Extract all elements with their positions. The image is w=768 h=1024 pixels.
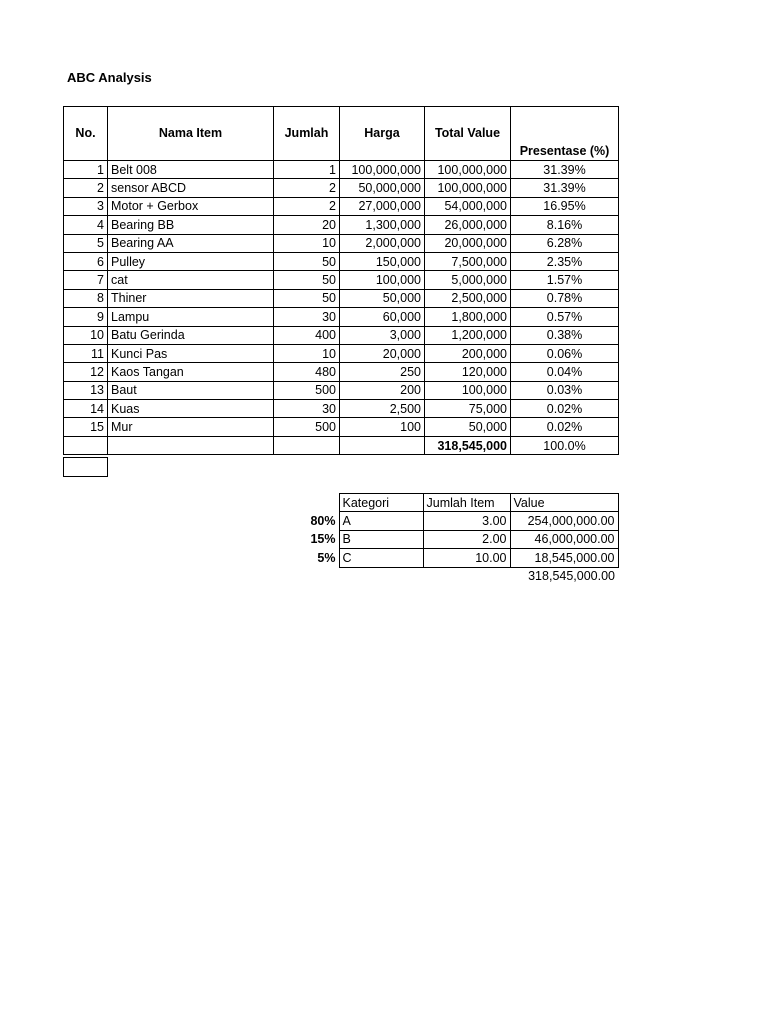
cell-nama-item[interactable]: Mur [108, 418, 274, 436]
cell-jumlah[interactable]: 50 [274, 289, 340, 307]
totals-cell-empty[interactable] [274, 436, 340, 454]
cell-no[interactable]: 3 [64, 197, 108, 215]
table-header-row [64, 107, 619, 161]
cell-harga[interactable]: 100,000 [340, 271, 425, 289]
header-no: No. [64, 107, 108, 161]
cell-harga[interactable]: 27,000,000 [340, 197, 425, 215]
cell-no[interactable]: 11 [64, 344, 108, 362]
table-row [64, 400, 619, 418]
cell-nama-item[interactable]: Bearing AA [108, 234, 274, 252]
cell-presentase[interactable]: 0.02% [511, 400, 619, 418]
cell-total-value[interactable]: 54,000,000 [425, 197, 511, 215]
cell-nama-item[interactable]: Belt 008 [108, 161, 274, 179]
cell-nama-item[interactable]: Motor + Gerbox [108, 197, 274, 215]
header-presentase: Presentase (%) [511, 107, 619, 161]
grand-total-pct[interactable]: 100.0% [511, 436, 619, 454]
cell-nama-item[interactable]: Lampu [108, 308, 274, 326]
cell-nama-item[interactable]: sensor ABCD [108, 179, 274, 197]
cell-presentase[interactable]: 0.06% [511, 344, 619, 362]
cell-presentase[interactable]: 0.38% [511, 326, 619, 344]
cell-no[interactable]: 7 [64, 271, 108, 289]
category-cell-value[interactable]: 46,000,000.00 [510, 530, 618, 548]
table-row [64, 381, 619, 399]
cell-nama-item[interactable]: Kaos Tangan [108, 363, 274, 381]
category-row [302, 530, 618, 548]
cell-total-value[interactable]: 1,200,000 [425, 326, 511, 344]
header-harga: Harga [340, 107, 425, 161]
table-row [64, 326, 619, 344]
category-threshold-pct[interactable]: 5% [317, 550, 336, 565]
cell-jumlah[interactable]: 50 [274, 252, 340, 270]
totals-cell-empty[interactable] [64, 436, 108, 454]
cell-presentase[interactable]: 0.02% [511, 418, 619, 436]
cell-no[interactable]: 4 [64, 216, 108, 234]
category-header-jumlah-item[interactable]: Jumlah Item [423, 494, 510, 512]
cell-nama-item[interactable]: cat [108, 271, 274, 289]
cell-harga[interactable]: 20,000 [340, 344, 425, 362]
cell-total-value[interactable]: 200,000 [425, 344, 511, 362]
category-cell-value[interactable]: 254,000,000.00 [510, 512, 618, 530]
cell-no[interactable]: 10 [64, 326, 108, 344]
header-nama-item: Nama Item [108, 107, 274, 161]
category-total-value[interactable]: 318,545,000.00 [528, 569, 615, 584]
sheet-title: ABC Analysis [67, 70, 152, 85]
cell-presentase[interactable]: 0.03% [511, 381, 619, 399]
cell-jumlah[interactable]: 1 [274, 161, 340, 179]
cell-total-value[interactable]: 50,000 [425, 418, 511, 436]
cell-jumlah[interactable]: 500 [274, 381, 340, 399]
cell-jumlah[interactable]: 500 [274, 418, 340, 436]
category-cell-kategori[interactable]: A [339, 512, 423, 530]
cell-total-value[interactable]: 120,000 [425, 363, 511, 381]
cell-harga[interactable]: 100 [340, 418, 425, 436]
cell-jumlah[interactable]: 400 [274, 326, 340, 344]
table-row [64, 179, 619, 197]
cell-no[interactable]: 1 [64, 161, 108, 179]
cell-nama-item[interactable]: Pulley [108, 252, 274, 270]
cell-harga[interactable]: 200 [340, 381, 425, 399]
cell-total-value[interactable]: 75,000 [425, 400, 511, 418]
empty-cell[interactable] [63, 457, 108, 477]
cell-presentase[interactable]: 16.95% [511, 197, 619, 215]
cell-no[interactable]: 2 [64, 179, 108, 197]
cell-no[interactable]: 12 [64, 363, 108, 381]
category-cell-jumlah-item[interactable]: 2.00 [423, 530, 510, 548]
grand-total-value[interactable]: 318,545,000 [425, 436, 511, 454]
category-body [302, 512, 618, 567]
cell-jumlah[interactable]: 30 [274, 400, 340, 418]
cell-nama-item[interactable]: Kunci Pas [108, 344, 274, 362]
cell-total-value[interactable]: 100,000,000 [425, 179, 511, 197]
cell-harga[interactable]: 150,000 [340, 252, 425, 270]
abc-analysis-table [63, 106, 619, 455]
header-jumlah: Jumlah [274, 107, 340, 161]
cell-total-value[interactable]: 100,000,000 [425, 161, 511, 179]
table-row [64, 308, 619, 326]
cell-harga[interactable]: 60,000 [340, 308, 425, 326]
cell-jumlah[interactable]: 10 [274, 344, 340, 362]
cell-presentase[interactable]: 1.57% [511, 271, 619, 289]
cell-jumlah[interactable]: 50 [274, 271, 340, 289]
totals-cell-empty[interactable] [108, 436, 274, 454]
table-row [64, 234, 619, 252]
cell-no[interactable]: 6 [64, 252, 108, 270]
category-cell-kategori[interactable]: C [339, 549, 423, 567]
cell-no[interactable]: 8 [64, 289, 108, 307]
cell-nama-item[interactable]: Kuas [108, 400, 274, 418]
cell-presentase[interactable]: 0.57% [511, 308, 619, 326]
cell-no[interactable]: 15 [64, 418, 108, 436]
category-header-row [302, 494, 618, 512]
cell-total-value[interactable]: 20,000,000 [425, 234, 511, 252]
cell-no[interactable]: 14 [64, 400, 108, 418]
cell-nama-item[interactable]: Bearing BB [108, 216, 274, 234]
totals-cell-empty[interactable] [340, 436, 425, 454]
category-total-row [302, 567, 618, 585]
cell-presentase[interactable]: 0.78% [511, 289, 619, 307]
category-row [302, 549, 618, 567]
category-cell-kategori[interactable]: B [339, 530, 423, 548]
cell-presentase[interactable]: 0.04% [511, 363, 619, 381]
cell-harga[interactable]: 2,000,000 [340, 234, 425, 252]
cell-nama-item[interactable]: Thiner [108, 289, 274, 307]
table-row [64, 344, 619, 362]
cell-jumlah[interactable]: 2 [274, 179, 340, 197]
category-pct-header-empty[interactable] [302, 494, 339, 512]
cell-nama-item[interactable]: Baut [108, 381, 274, 399]
totals-row [64, 436, 619, 454]
cell-presentase[interactable]: 6.28% [511, 234, 619, 252]
cell-total-value[interactable]: 7,500,000 [425, 252, 511, 270]
cell-harga[interactable]: 100,000,000 [340, 161, 425, 179]
table-row [64, 216, 619, 234]
cell-harga[interactable]: 50,000 [340, 289, 425, 307]
cell-jumlah[interactable]: 20 [274, 216, 340, 234]
category-cell-value[interactable]: 18,545,000.00 [510, 549, 618, 567]
cell-jumlah[interactable]: 480 [274, 363, 340, 381]
category-threshold-pct[interactable]: 80% [310, 514, 336, 529]
category-threshold-pct[interactable]: 15% [310, 532, 336, 547]
table-row [64, 197, 619, 215]
table-row [64, 161, 619, 179]
cell-jumlah[interactable]: 30 [274, 308, 340, 326]
cell-harga[interactable]: 250 [340, 363, 425, 381]
cell-presentase[interactable]: 31.39% [511, 161, 619, 179]
cell-jumlah[interactable]: 2 [274, 197, 340, 215]
cell-total-value[interactable]: 2,500,000 [425, 289, 511, 307]
table-row [64, 252, 619, 270]
category-table [302, 493, 619, 585]
cell-no[interactable]: 5 [64, 234, 108, 252]
cell-harga[interactable]: 2,500 [340, 400, 425, 418]
cell-nama-item[interactable]: Batu Gerinda [108, 326, 274, 344]
table-body [64, 161, 619, 437]
table-row [64, 363, 619, 381]
category-cell-jumlah-item[interactable]: 10.00 [423, 549, 510, 567]
cell-harga[interactable]: 1,300,000 [340, 216, 425, 234]
cell-presentase[interactable]: 31.39% [511, 179, 619, 197]
category-cell-jumlah-item[interactable]: 3.00 [423, 512, 510, 530]
cell-presentase[interactable]: 8.16% [511, 216, 619, 234]
category-row [302, 512, 618, 530]
table-row [64, 418, 619, 436]
cell-total-value[interactable]: 5,000,000 [425, 271, 511, 289]
cell-presentase[interactable]: 2.35% [511, 252, 619, 270]
category-header-value[interactable]: Value [510, 494, 618, 512]
table-row [64, 271, 619, 289]
cell-no[interactable]: 13 [64, 381, 108, 399]
cell-total-value[interactable]: 1,800,000 [425, 308, 511, 326]
cell-total-value[interactable]: 26,000,000 [425, 216, 511, 234]
cell-total-value[interactable]: 100,000 [425, 381, 511, 399]
header-total-value: Total Value [425, 107, 511, 161]
cell-jumlah[interactable]: 10 [274, 234, 340, 252]
cell-no[interactable]: 9 [64, 308, 108, 326]
category-header-kategori[interactable]: Kategori [339, 494, 423, 512]
table-row [64, 289, 619, 307]
cell-harga[interactable]: 3,000 [340, 326, 425, 344]
cell-harga[interactable]: 50,000,000 [340, 179, 425, 197]
